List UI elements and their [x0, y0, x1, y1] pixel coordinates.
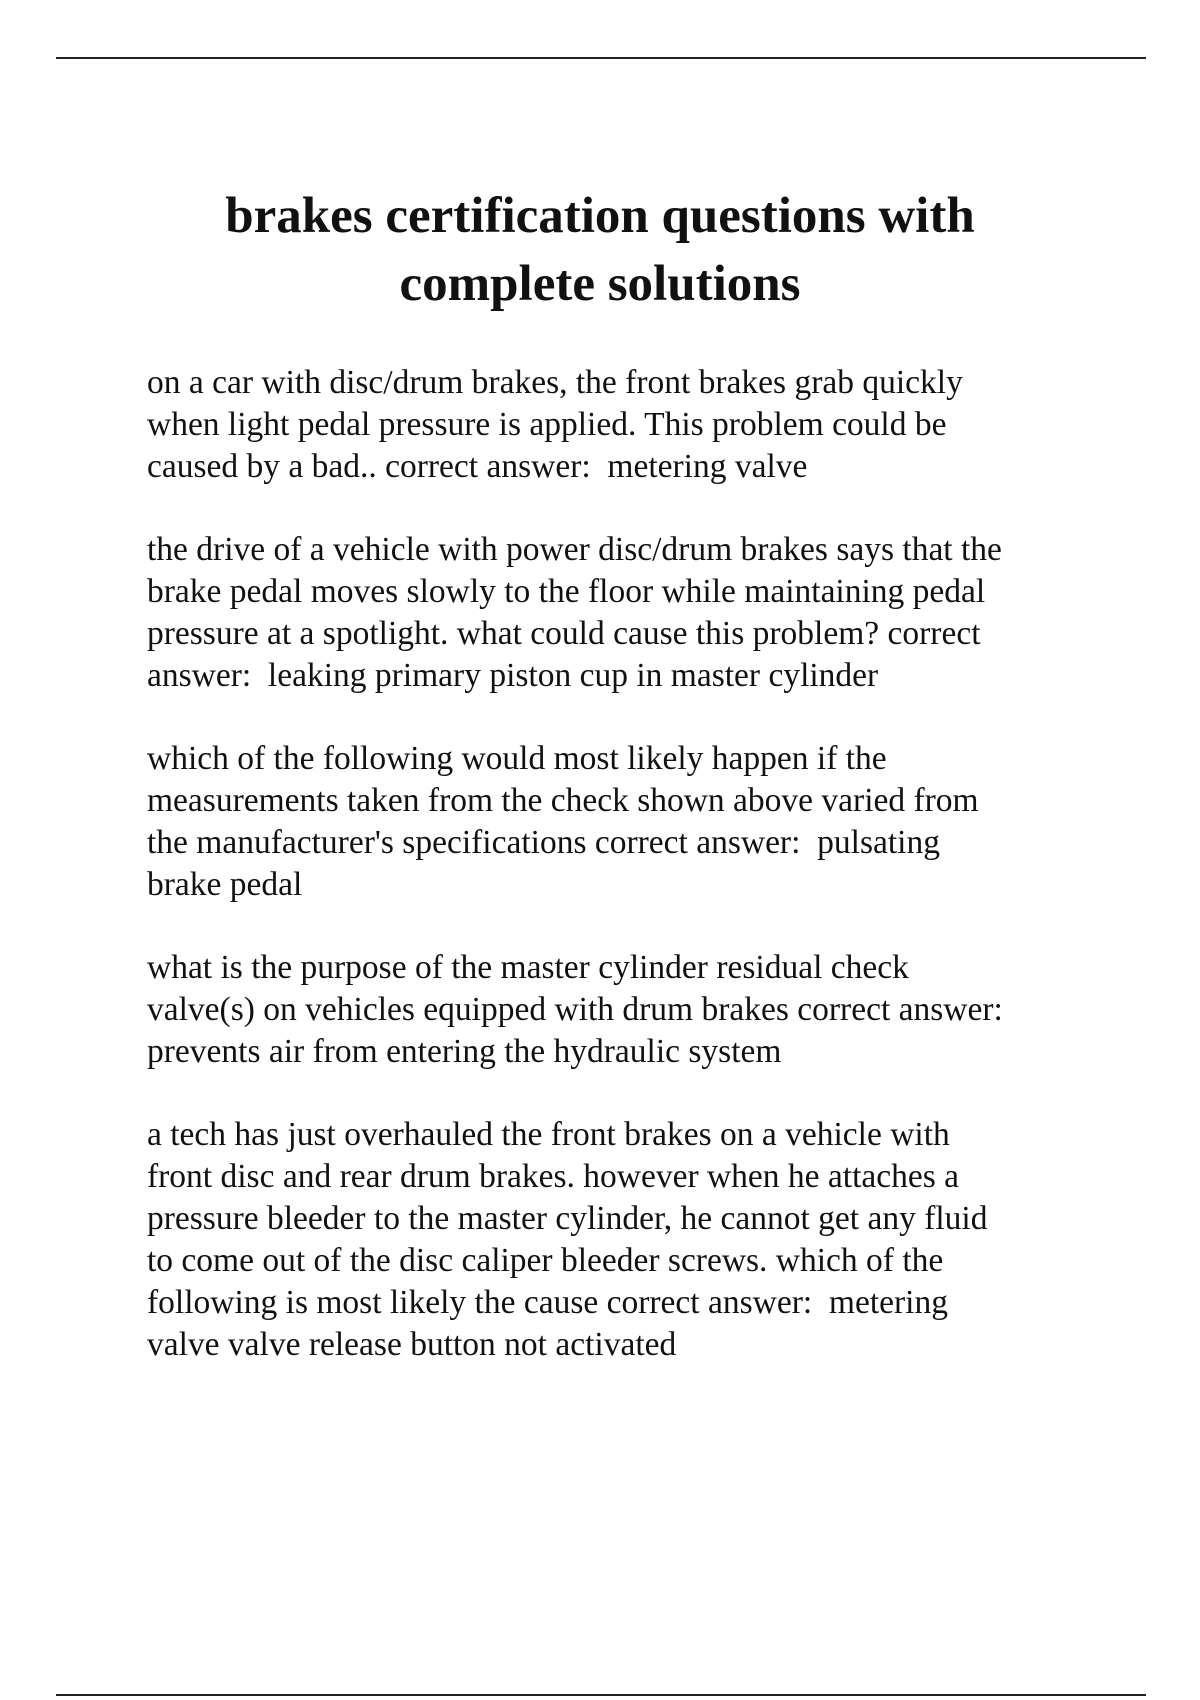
- text-line: pressure at a spotlight. what could cause this problem? correct: [147, 615, 981, 652]
- text-line: valve(s) on vehicles equipped with drum brakes correct answer:: [147, 991, 1003, 1028]
- header-rule: [56, 57, 1146, 59]
- text-line: a tech has just overhauled the front brakes on a vehicle with: [147, 1116, 950, 1153]
- text-line: what is the purpose of the master cylinder residual check: [147, 949, 909, 986]
- text-line: valve valve release button not activated: [147, 1326, 677, 1363]
- text-line: on a car with disc/drum brakes, the front brakes grab quickly: [147, 364, 963, 401]
- text-line: to come out of the disc caliper bleeder screws. which of the: [147, 1242, 944, 1279]
- text-line: the manufacturer's specifications correct answer: pulsating: [147, 824, 940, 861]
- text-line: which of the following would most likely happen if the: [147, 740, 887, 777]
- document-body: [147, 362, 1147, 1407]
- text-line: front disc and rear drum brakes. however when he attaches a: [147, 1158, 960, 1195]
- text-line: following is most likely the cause correct answer: metering: [147, 1284, 948, 1321]
- qa-paragraph: [147, 1114, 1147, 1366]
- title-line: complete solutions: [399, 256, 801, 312]
- text-line: when light pedal pressure is applied. This problem could be: [147, 406, 947, 443]
- text-line: prevents air from entering the hydraulic system: [147, 1033, 782, 1070]
- text-line: measurements taken from the check shown above varied from: [147, 782, 979, 819]
- qa-paragraph: [147, 529, 1147, 697]
- text-line: answer: leaking primary piston cup in master cylinder: [147, 657, 879, 694]
- text-line: the drive of a vehicle with power disc/drum brakes says that the: [147, 531, 1002, 568]
- text-line: caused by a bad.. correct answer: metering valve: [147, 448, 808, 485]
- text-line: brake pedal: [147, 866, 303, 903]
- document-title: [0, 182, 1200, 318]
- text-line: pressure bleeder to the master cylinder, he cannot get any fluid: [147, 1200, 988, 1237]
- qa-paragraph: [147, 738, 1147, 906]
- footer-rule: [56, 1694, 1146, 1696]
- qa-paragraph: [147, 947, 1147, 1073]
- text-line: brake pedal moves slowly to the floor while maintaining pedal: [147, 573, 986, 610]
- title-line: brakes certification questions with: [225, 188, 975, 244]
- qa-paragraph: [147, 362, 1147, 488]
